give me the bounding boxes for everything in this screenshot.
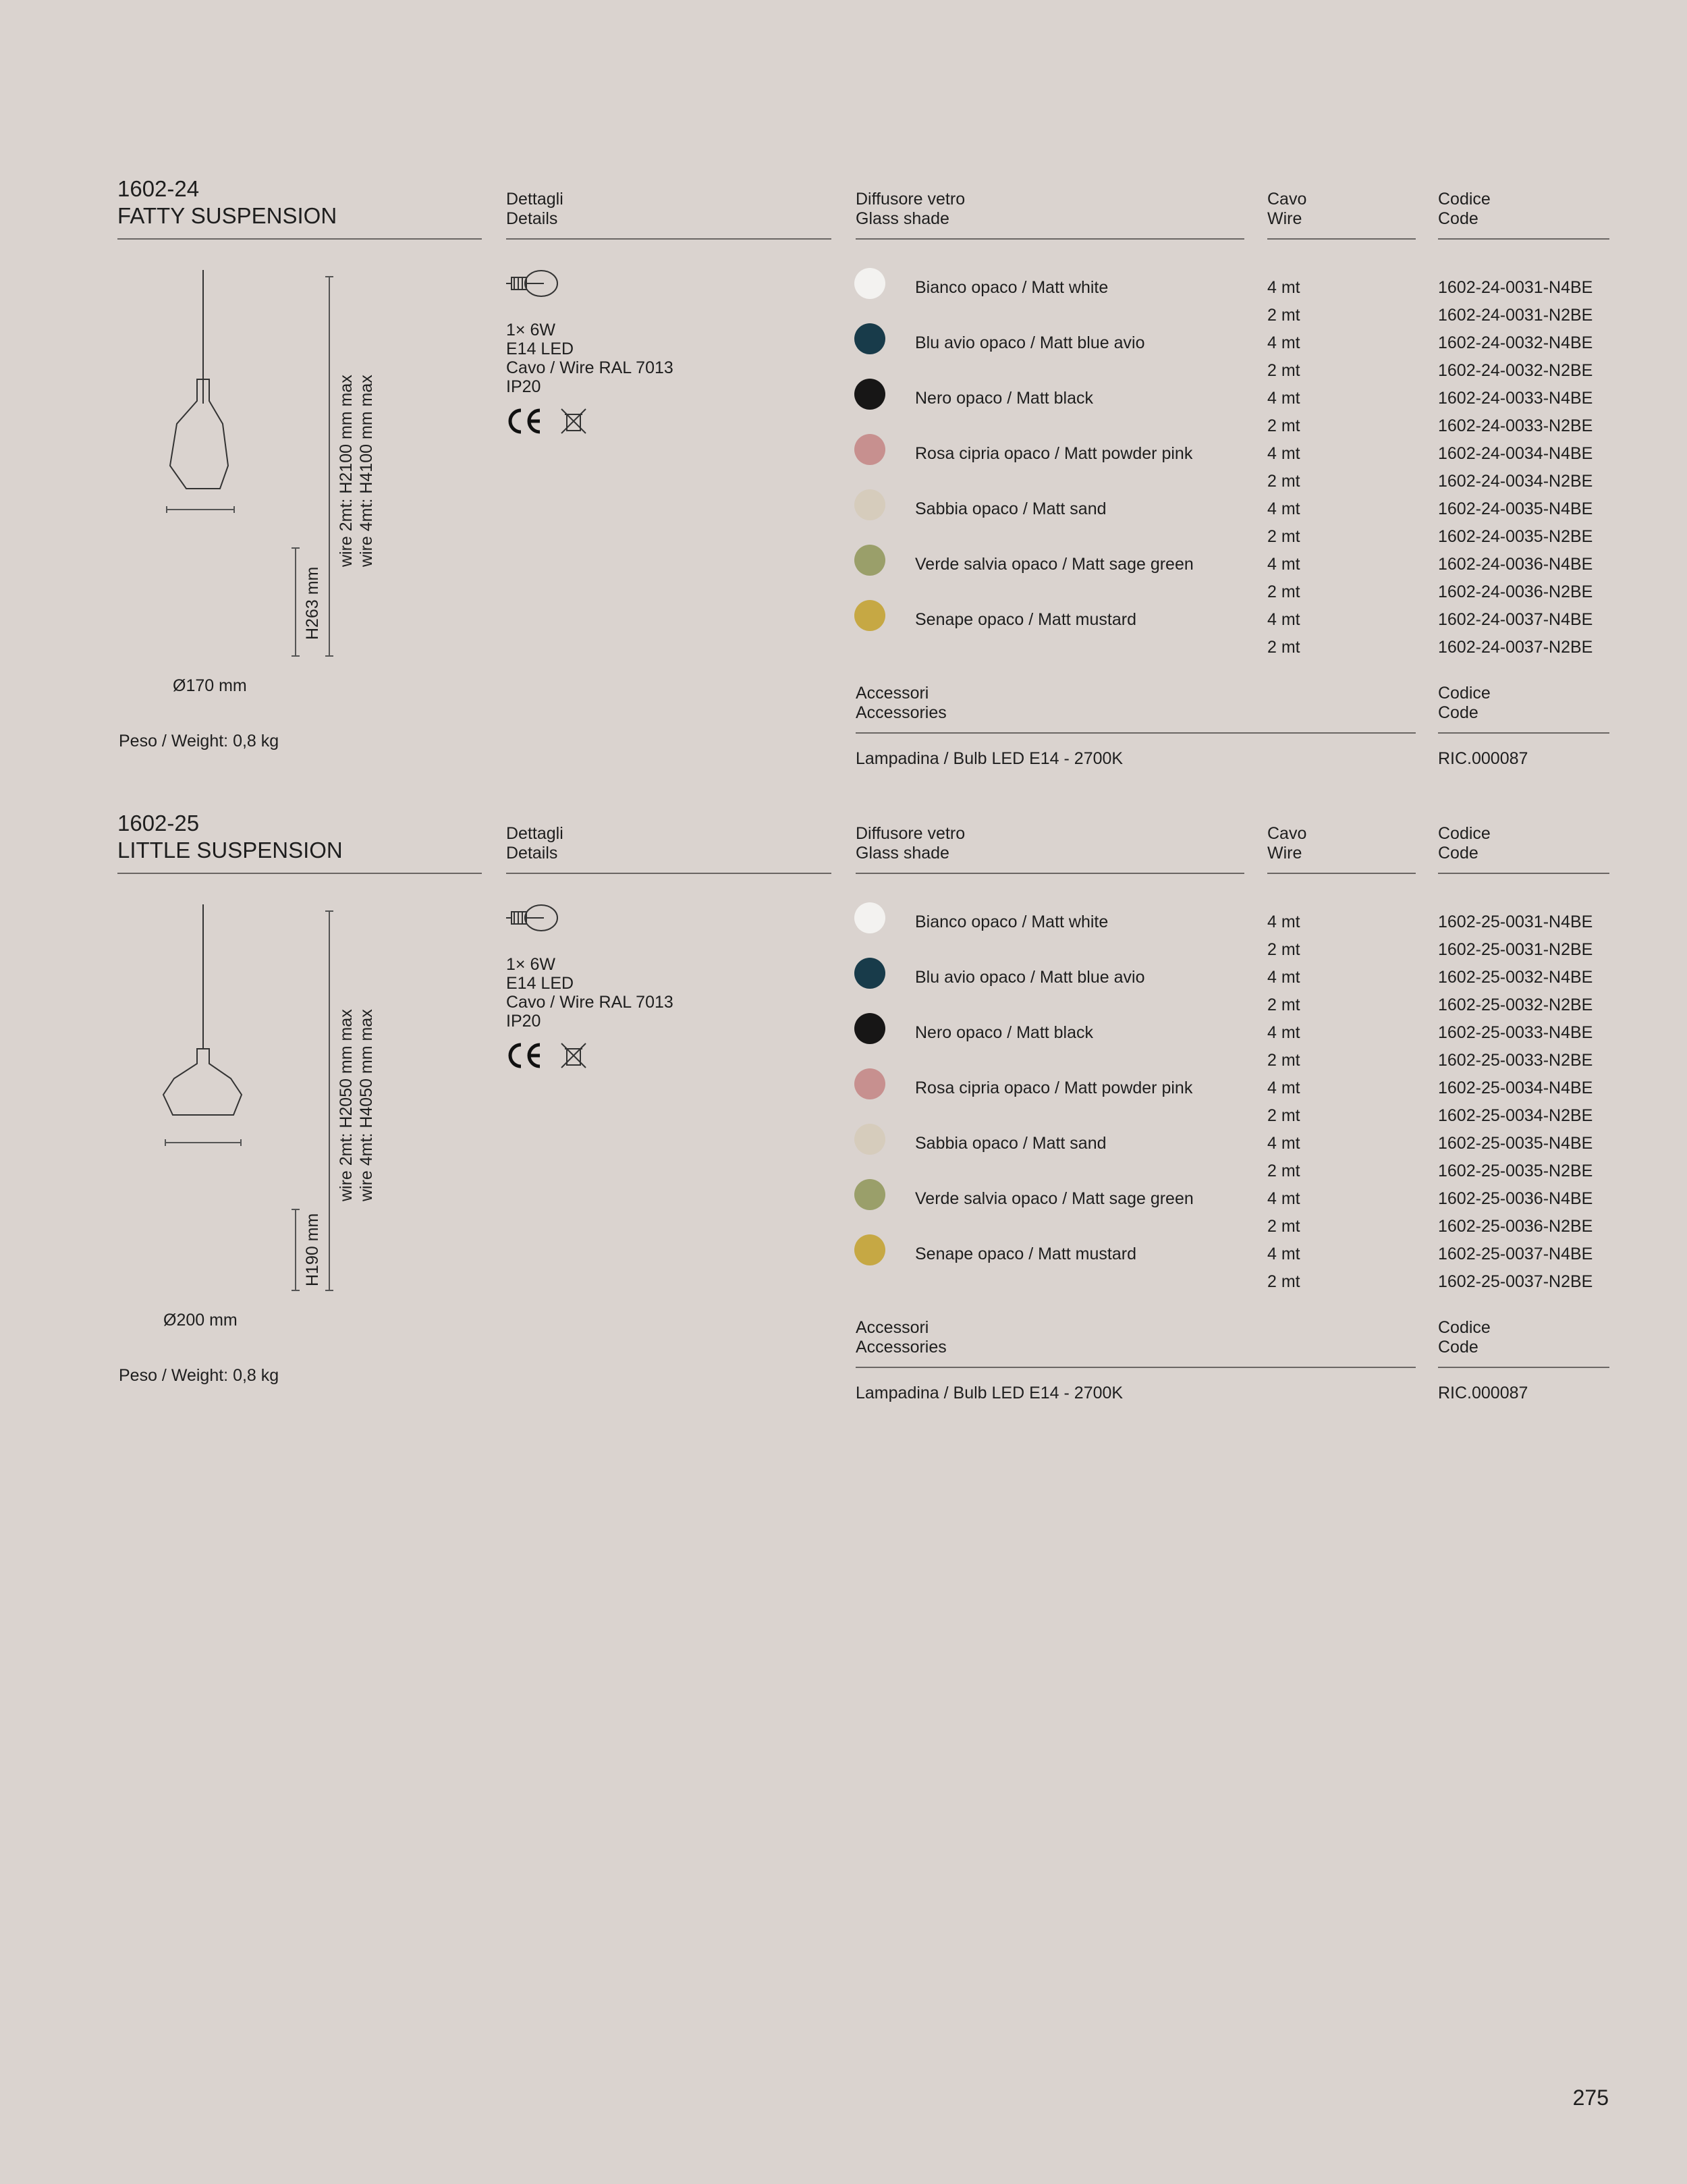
- wire-2mt-label: wire 2mt: H2100 mm max: [337, 375, 356, 567]
- accessory-code: RIC.000087: [1438, 1384, 1528, 1402]
- diameter-line: [163, 506, 238, 513]
- product-section-1602-25: [0, 810, 1687, 1417]
- details-socket: E14 LED: [506, 974, 574, 993]
- swatch-powder-pink: [854, 434, 885, 465]
- product-name: LITTLE SUSPENSION: [117, 838, 343, 863]
- wire-cell: 4 mt: [1267, 389, 1300, 408]
- product-code: 1602-25: [117, 811, 200, 836]
- weee-bin-icon: [560, 408, 587, 435]
- wire-cell: 4 mt: [1267, 1023, 1300, 1042]
- accessory-label: Lampadina / Bulb LED E14 - 2700K: [856, 749, 1124, 768]
- wire-cell: 4 mt: [1267, 444, 1300, 463]
- wire-cell: 4 mt: [1267, 1134, 1300, 1153]
- wire-4mt-label: wire 4mt: H4050 mm max: [357, 1009, 376, 1201]
- details-header-en: Details: [506, 209, 558, 228]
- color-label: Sabbia opaco / Matt sand: [915, 1134, 1107, 1153]
- code-cell: 1602-24-0037-N2BE: [1438, 638, 1593, 657]
- code-cell: 1602-25-0036-N4BE: [1438, 1189, 1593, 1208]
- color-label: Rosa cipria opaco / Matt powder pink: [915, 444, 1193, 463]
- color-label: Blu avio opaco / Matt blue avio: [915, 968, 1145, 987]
- wire-cell: 4 mt: [1267, 912, 1300, 931]
- accessory-label: Lampadina / Bulb LED E14 - 2700K: [856, 1384, 1124, 1402]
- diameter-label: Ø200 mm: [163, 1311, 238, 1330]
- details-rule: [506, 873, 831, 874]
- bulb-icon: [506, 269, 560, 298]
- color-label: Verde salvia opaco / Matt sage green: [915, 1189, 1194, 1208]
- lamp-drawing: [161, 904, 248, 1120]
- code-header-it: Codice: [1438, 190, 1491, 209]
- code-cell: 1602-25-0034-N2BE: [1438, 1106, 1593, 1125]
- accessories-rule: [856, 732, 1416, 734]
- color-label: Nero opaco / Matt black: [915, 389, 1094, 408]
- shade-header-en: Glass shade: [856, 209, 949, 228]
- total-height-line: [325, 911, 333, 1290]
- color-label: Bianco opaco / Matt white: [915, 278, 1109, 297]
- code-cell: 1602-24-0036-N4BE: [1438, 555, 1593, 574]
- wire-cell: 2 mt: [1267, 638, 1300, 657]
- page-number: 275: [1572, 2085, 1609, 2110]
- code-rule: [1438, 873, 1609, 874]
- details-header-en: Details: [506, 844, 558, 863]
- wire-cell: 2 mt: [1267, 582, 1300, 601]
- height-line: [292, 548, 300, 656]
- wire-cell: 2 mt: [1267, 361, 1300, 380]
- wire-header-en: Wire: [1267, 209, 1302, 228]
- code-cell: 1602-24-0032-N4BE: [1438, 333, 1593, 352]
- swatch-mustard: [854, 1234, 885, 1265]
- wire-cell: 2 mt: [1267, 995, 1300, 1014]
- code-cell: 1602-24-0034-N4BE: [1438, 444, 1593, 463]
- swatch-white: [854, 268, 885, 299]
- weight-label: Peso / Weight: 0,8 kg: [119, 732, 279, 750]
- accessories-code-header-it: Codice: [1438, 1318, 1491, 1337]
- shade-rule: [856, 238, 1244, 240]
- diameter-label: Ø170 mm: [173, 676, 247, 695]
- code-cell: 1602-25-0033-N4BE: [1438, 1023, 1593, 1042]
- wire-cell: 2 mt: [1267, 1106, 1300, 1125]
- wire-cell: 2 mt: [1267, 1162, 1300, 1180]
- wire-cell: 4 mt: [1267, 610, 1300, 629]
- shade-header-it: Diffusore vetro: [856, 190, 966, 209]
- wire-cell: 4 mt: [1267, 1189, 1300, 1208]
- swatch-powder-pink: [854, 1068, 885, 1099]
- product-code: 1602-24: [117, 176, 200, 201]
- accessories-code-header-it: Codice: [1438, 684, 1491, 703]
- code-cell: 1602-25-0035-N4BE: [1438, 1134, 1593, 1153]
- wire-rule: [1267, 873, 1416, 874]
- wire-cell: 4 mt: [1267, 1245, 1300, 1263]
- details-power: 1× 6W: [506, 955, 555, 974]
- diameter-line: [163, 1139, 243, 1146]
- lamp-drawing: [162, 270, 243, 493]
- bulb-icon: [506, 903, 560, 933]
- wire-header-it: Cavo: [1267, 824, 1307, 843]
- title-rule: [117, 238, 482, 240]
- code-header-it: Codice: [1438, 824, 1491, 843]
- wire-cell: 2 mt: [1267, 1272, 1300, 1291]
- accessory-code: RIC.000087: [1438, 749, 1528, 768]
- color-label: Senape opaco / Matt mustard: [915, 1245, 1136, 1263]
- details-header-it: Dettagli: [506, 824, 563, 843]
- height-line: [292, 1209, 300, 1290]
- accessories-header-en: Accessories: [856, 703, 947, 722]
- accessories-code-header-en: Code: [1438, 1338, 1478, 1357]
- wire-cell: 2 mt: [1267, 527, 1300, 546]
- color-label: Sabbia opaco / Matt sand: [915, 499, 1107, 518]
- code-cell: 1602-25-0034-N4BE: [1438, 1079, 1593, 1097]
- wire-4mt-label: wire 4mt: H4100 mm max: [357, 375, 376, 567]
- shade-rule: [856, 873, 1244, 874]
- accessories-rule: [856, 1367, 1416, 1368]
- swatch-sage-green: [854, 545, 885, 576]
- wire-cell: 2 mt: [1267, 1217, 1300, 1236]
- code-cell: 1602-24-0035-N2BE: [1438, 527, 1593, 546]
- accessories-header-en: Accessories: [856, 1338, 947, 1357]
- details-rule: [506, 238, 831, 240]
- code-cell: 1602-25-0037-N4BE: [1438, 1245, 1593, 1263]
- details-ip: IP20: [506, 377, 541, 396]
- details-wire: Cavo / Wire RAL 7013: [506, 993, 673, 1012]
- code-cell: 1602-24-0035-N4BE: [1438, 499, 1593, 518]
- wire-cell: 2 mt: [1267, 1051, 1300, 1070]
- ce-mark-icon: [506, 1042, 543, 1069]
- wire-cell: 4 mt: [1267, 333, 1300, 352]
- weight-label: Peso / Weight: 0,8 kg: [119, 1366, 279, 1385]
- wire-header-en: Wire: [1267, 844, 1302, 863]
- wire-2mt-label: wire 2mt: H2050 mm max: [337, 1009, 356, 1201]
- accessories-header-it: Accessori: [856, 1318, 929, 1337]
- wire-cell: 4 mt: [1267, 499, 1300, 518]
- code-cell: 1602-24-0031-N2BE: [1438, 306, 1593, 325]
- accessories-header-it: Accessori: [856, 684, 929, 703]
- details-power: 1× 6W: [506, 321, 555, 339]
- height-label: H190 mm: [303, 1213, 322, 1286]
- code-header-en: Code: [1438, 844, 1478, 863]
- wire-header-it: Cavo: [1267, 190, 1307, 209]
- swatch-black: [854, 1013, 885, 1044]
- swatch-blue-avio: [854, 323, 885, 354]
- color-label: Senape opaco / Matt mustard: [915, 610, 1136, 629]
- wire-cell: 2 mt: [1267, 472, 1300, 491]
- details-wire: Cavo / Wire RAL 7013: [506, 358, 673, 377]
- height-label: H263 mm: [303, 566, 322, 640]
- ce-mark-icon: [506, 408, 543, 435]
- color-label: Bianco opaco / Matt white: [915, 912, 1109, 931]
- color-label: Blu avio opaco / Matt blue avio: [915, 333, 1145, 352]
- wire-cell: 2 mt: [1267, 416, 1300, 435]
- product-section-1602-24: [0, 175, 1687, 783]
- code-cell: 1602-24-0037-N4BE: [1438, 610, 1593, 629]
- code-cell: 1602-25-0032-N4BE: [1438, 968, 1593, 987]
- wire-cell: 2 mt: [1267, 306, 1300, 325]
- wire-cell: 4 mt: [1267, 555, 1300, 574]
- accessories-code-header-en: Code: [1438, 703, 1478, 722]
- color-label: Rosa cipria opaco / Matt powder pink: [915, 1079, 1193, 1097]
- code-cell: 1602-25-0036-N2BE: [1438, 1217, 1593, 1236]
- details-header-it: Dettagli: [506, 190, 563, 209]
- code-cell: 1602-25-0031-N2BE: [1438, 940, 1593, 959]
- wire-cell: 2 mt: [1267, 940, 1300, 959]
- code-cell: 1602-25-0031-N4BE: [1438, 912, 1593, 931]
- code-cell: 1602-25-0032-N2BE: [1438, 995, 1593, 1014]
- swatch-mustard: [854, 600, 885, 631]
- swatch-black: [854, 379, 885, 410]
- swatch-blue-avio: [854, 958, 885, 989]
- color-label: Verde salvia opaco / Matt sage green: [915, 555, 1194, 574]
- accessories-code-rule: [1438, 1367, 1609, 1368]
- code-cell: 1602-24-0033-N2BE: [1438, 416, 1593, 435]
- weee-bin-icon: [560, 1042, 587, 1069]
- accessories-code-rule: [1438, 732, 1609, 734]
- shade-header-it: Diffusore vetro: [856, 824, 966, 843]
- code-cell: 1602-24-0036-N2BE: [1438, 582, 1593, 601]
- code-cell: 1602-24-0032-N2BE: [1438, 361, 1593, 380]
- title-rule: [117, 873, 482, 874]
- details-ip: IP20: [506, 1012, 541, 1031]
- swatch-white: [854, 902, 885, 933]
- swatch-sand: [854, 1124, 885, 1155]
- swatch-sand: [854, 489, 885, 520]
- code-header-en: Code: [1438, 209, 1478, 228]
- wire-cell: 4 mt: [1267, 278, 1300, 297]
- code-cell: 1602-25-0037-N2BE: [1438, 1272, 1593, 1291]
- color-label: Nero opaco / Matt black: [915, 1023, 1094, 1042]
- code-cell: 1602-24-0033-N4BE: [1438, 389, 1593, 408]
- total-height-line: [325, 277, 333, 656]
- code-cell: 1602-25-0035-N2BE: [1438, 1162, 1593, 1180]
- swatch-sage-green: [854, 1179, 885, 1210]
- code-rule: [1438, 238, 1609, 240]
- wire-rule: [1267, 238, 1416, 240]
- details-socket: E14 LED: [506, 339, 574, 358]
- wire-cell: 4 mt: [1267, 1079, 1300, 1097]
- product-name: FATTY SUSPENSION: [117, 203, 337, 228]
- code-cell: 1602-24-0031-N4BE: [1438, 278, 1593, 297]
- code-cell: 1602-24-0034-N2BE: [1438, 472, 1593, 491]
- code-cell: 1602-25-0033-N2BE: [1438, 1051, 1593, 1070]
- shade-header-en: Glass shade: [856, 844, 949, 863]
- wire-cell: 4 mt: [1267, 968, 1300, 987]
